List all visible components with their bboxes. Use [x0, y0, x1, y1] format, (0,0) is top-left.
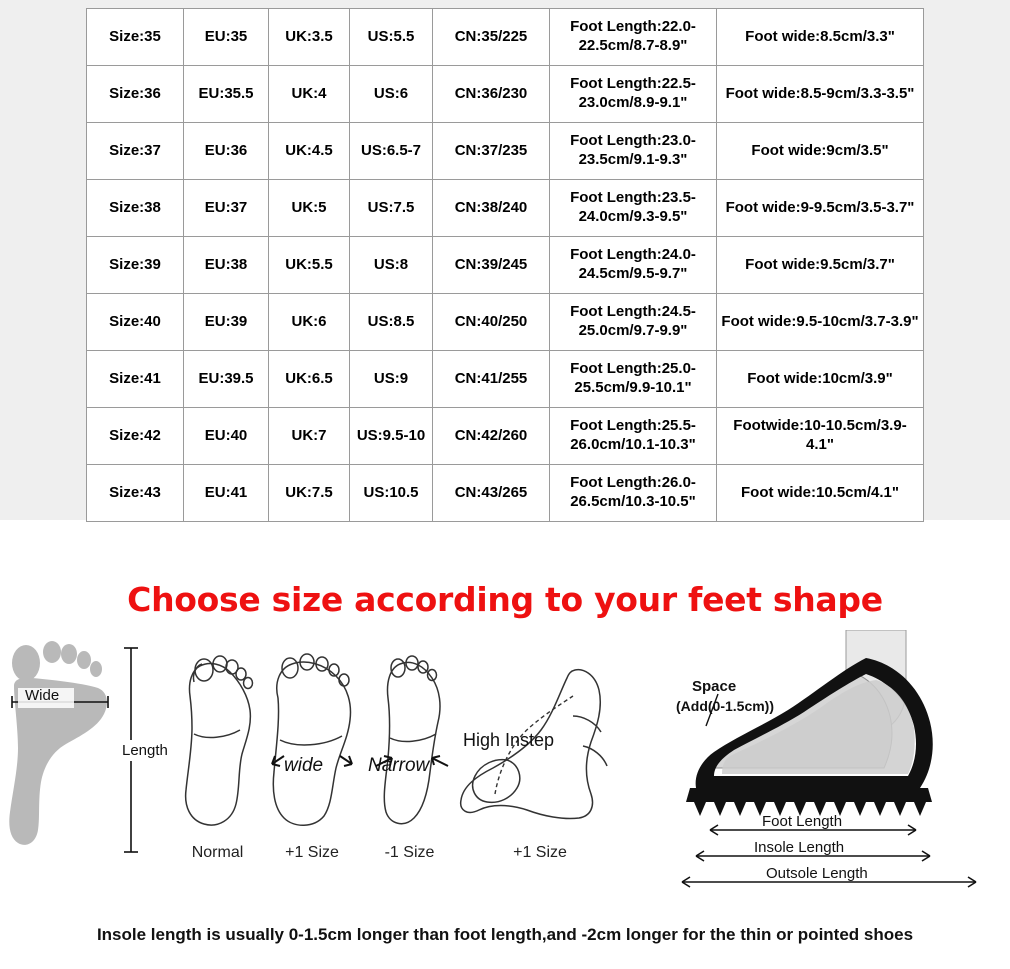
cell-size: Size:37 — [87, 123, 184, 180]
cell-foot-length: Foot Length:26.0-26.5cm/10.3-10.5" — [550, 465, 717, 522]
cell-uk: UK:3.5 — [269, 9, 350, 66]
foot-shape-label-narrow: Narrow — [368, 755, 430, 776]
cell-foot-wide: Foot wide:9.5cm/3.7" — [717, 237, 924, 294]
cell-size: Size:43 — [87, 465, 184, 522]
side-view-diagram — [670, 630, 1000, 895]
table-row — [87, 237, 924, 294]
cell-uk: UK:6.5 — [269, 351, 350, 408]
cell-foot-wide: Foot wide:10cm/3.9" — [717, 351, 924, 408]
cell-foot-length: Foot Length:25.5-26.0cm/10.1-10.3" — [550, 408, 717, 465]
table-row — [87, 66, 924, 123]
cell-foot-length: Foot Length:23.0-23.5cm/9.1-9.3" — [550, 123, 717, 180]
cell-foot-length: Foot Length:22.0-22.5cm/8.7-8.9" — [550, 9, 717, 66]
table-row — [87, 294, 924, 351]
cell-eu: EU:35 — [184, 9, 269, 66]
cell-uk: UK:4 — [269, 66, 350, 123]
outsole-length-label: Outsole Length — [766, 865, 868, 882]
cell-size: Size:36 — [87, 66, 184, 123]
table-row — [87, 123, 924, 180]
cell-uk: UK:4.5 — [269, 123, 350, 180]
cell-us: US:6.5-7 — [350, 123, 433, 180]
cell-foot-length: Foot Length:22.5-23.0cm/8.9-9.1" — [550, 66, 717, 123]
cell-size: Size:39 — [87, 237, 184, 294]
cell-foot-length: Foot Length:25.0-25.5cm/9.9-10.1" — [550, 351, 717, 408]
space-label-line1: Space — [692, 678, 737, 695]
foot-shape-caption: +1 Size — [285, 844, 339, 861]
measure-diagram — [0, 640, 175, 870]
foot-shape-narrow — [362, 648, 457, 861]
foot-shape-caption: +1 Size — [513, 844, 567, 861]
footnote-text: Insole length is usually 0-1.5cm longer than foot length,and -2cm longer for the thin or pointed shoes — [96, 925, 914, 944]
foot-shape-high-instep — [455, 660, 645, 861]
cell-foot-wide: Foot wide:9.5-10cm/3.7-3.9" — [717, 294, 924, 351]
cell-cn: CN:38/240 — [433, 180, 550, 237]
cell-foot-wide: Footwide:10-10.5cm/3.9-4.1" — [717, 408, 924, 465]
cell-cn: CN:40/250 — [433, 294, 550, 351]
cell-size: Size:42 — [87, 408, 184, 465]
cell-us: US:6 — [350, 66, 433, 123]
cell-foot-wide: Foot wide:10.5cm/4.1" — [717, 465, 924, 522]
cell-eu: EU:36 — [184, 123, 269, 180]
cell-foot-wide: Foot wide:9cm/3.5" — [717, 123, 924, 180]
cell-cn: CN:37/235 — [433, 123, 550, 180]
foot-shape-wide — [262, 648, 362, 861]
space-label-line2: (Add(0-1.5cm)) — [676, 698, 775, 714]
cell-us: US:9 — [350, 351, 433, 408]
cell-us: US:9.5-10 — [350, 408, 433, 465]
foot-shape-normal — [170, 648, 265, 861]
cell-cn: CN:35/225 — [433, 9, 550, 66]
table-row — [87, 408, 924, 465]
cell-cn: CN:36/230 — [433, 66, 550, 123]
foot-shape-caption: Normal — [191, 844, 244, 861]
size-table — [86, 8, 924, 522]
cell-foot-wide: Foot wide:8.5cm/3.3" — [717, 9, 924, 66]
table-row — [87, 465, 924, 522]
cell-size: Size:41 — [87, 351, 184, 408]
foot-outline-narrow-icon — [362, 648, 457, 838]
cell-size: Size:38 — [87, 180, 184, 237]
cell-us: US:7.5 — [350, 180, 433, 237]
cell-uk: UK:5.5 — [269, 237, 350, 294]
foot-outline-icon — [170, 648, 265, 838]
cell-foot-length: Foot Length:24.5-25.0cm/9.7-9.9" — [550, 294, 717, 351]
foot-shape-caption: -1 Size — [384, 844, 435, 861]
page-title: Choose size according to your feet shape — [127, 580, 883, 619]
cell-foot-length: Foot Length:24.0-24.5cm/9.5-9.7" — [550, 237, 717, 294]
insole-length-label: Insole Length — [754, 839, 845, 856]
cell-eu: EU:37 — [184, 180, 269, 237]
cell-eu: EU:41 — [184, 465, 269, 522]
cell-uk: UK:6 — [269, 294, 350, 351]
cell-uk: UK:7 — [269, 408, 350, 465]
table-row — [87, 9, 924, 66]
cell-foot-wide: Foot wide:9-9.5cm/3.5-3.7" — [717, 180, 924, 237]
foot-shape-label-high-instep: High Instep — [463, 730, 555, 750]
cell-size: Size:40 — [87, 294, 184, 351]
cell-foot-wide: Foot wide:8.5-9cm/3.3-3.5" — [717, 66, 924, 123]
measure-length-label: Length — [122, 742, 168, 759]
foot-shape-label-wide: wide — [284, 755, 324, 776]
table-row — [87, 351, 924, 408]
cell-us: US:5.5 — [350, 9, 433, 66]
cell-cn: CN:43/265 — [433, 465, 550, 522]
foot-outline-wide-icon — [262, 648, 362, 838]
cell-cn: CN:39/245 — [433, 237, 550, 294]
figures-section — [0, 640, 1010, 905]
cell-uk: UK:7.5 — [269, 465, 350, 522]
cell-eu: EU:40 — [184, 408, 269, 465]
cell-uk: UK:5 — [269, 180, 350, 237]
cell-eu: EU:38 — [184, 237, 269, 294]
cell-eu: EU:35.5 — [184, 66, 269, 123]
foot-length-label: Foot Length — [762, 813, 843, 830]
table-row — [87, 180, 924, 237]
cell-size: Size:35 — [87, 9, 184, 66]
cell-us: US:8.5 — [350, 294, 433, 351]
cell-us: US:10.5 — [350, 465, 433, 522]
cell-cn: CN:42/260 — [433, 408, 550, 465]
cell-cn: CN:41/255 — [433, 351, 550, 408]
cell-foot-length: Foot Length:23.5-24.0cm/9.3-9.5" — [550, 180, 717, 237]
cell-us: US:8 — [350, 237, 433, 294]
cell-eu: EU:39.5 — [184, 351, 269, 408]
cell-eu: EU:39 — [184, 294, 269, 351]
measure-wide-label: Wide — [25, 687, 60, 704]
